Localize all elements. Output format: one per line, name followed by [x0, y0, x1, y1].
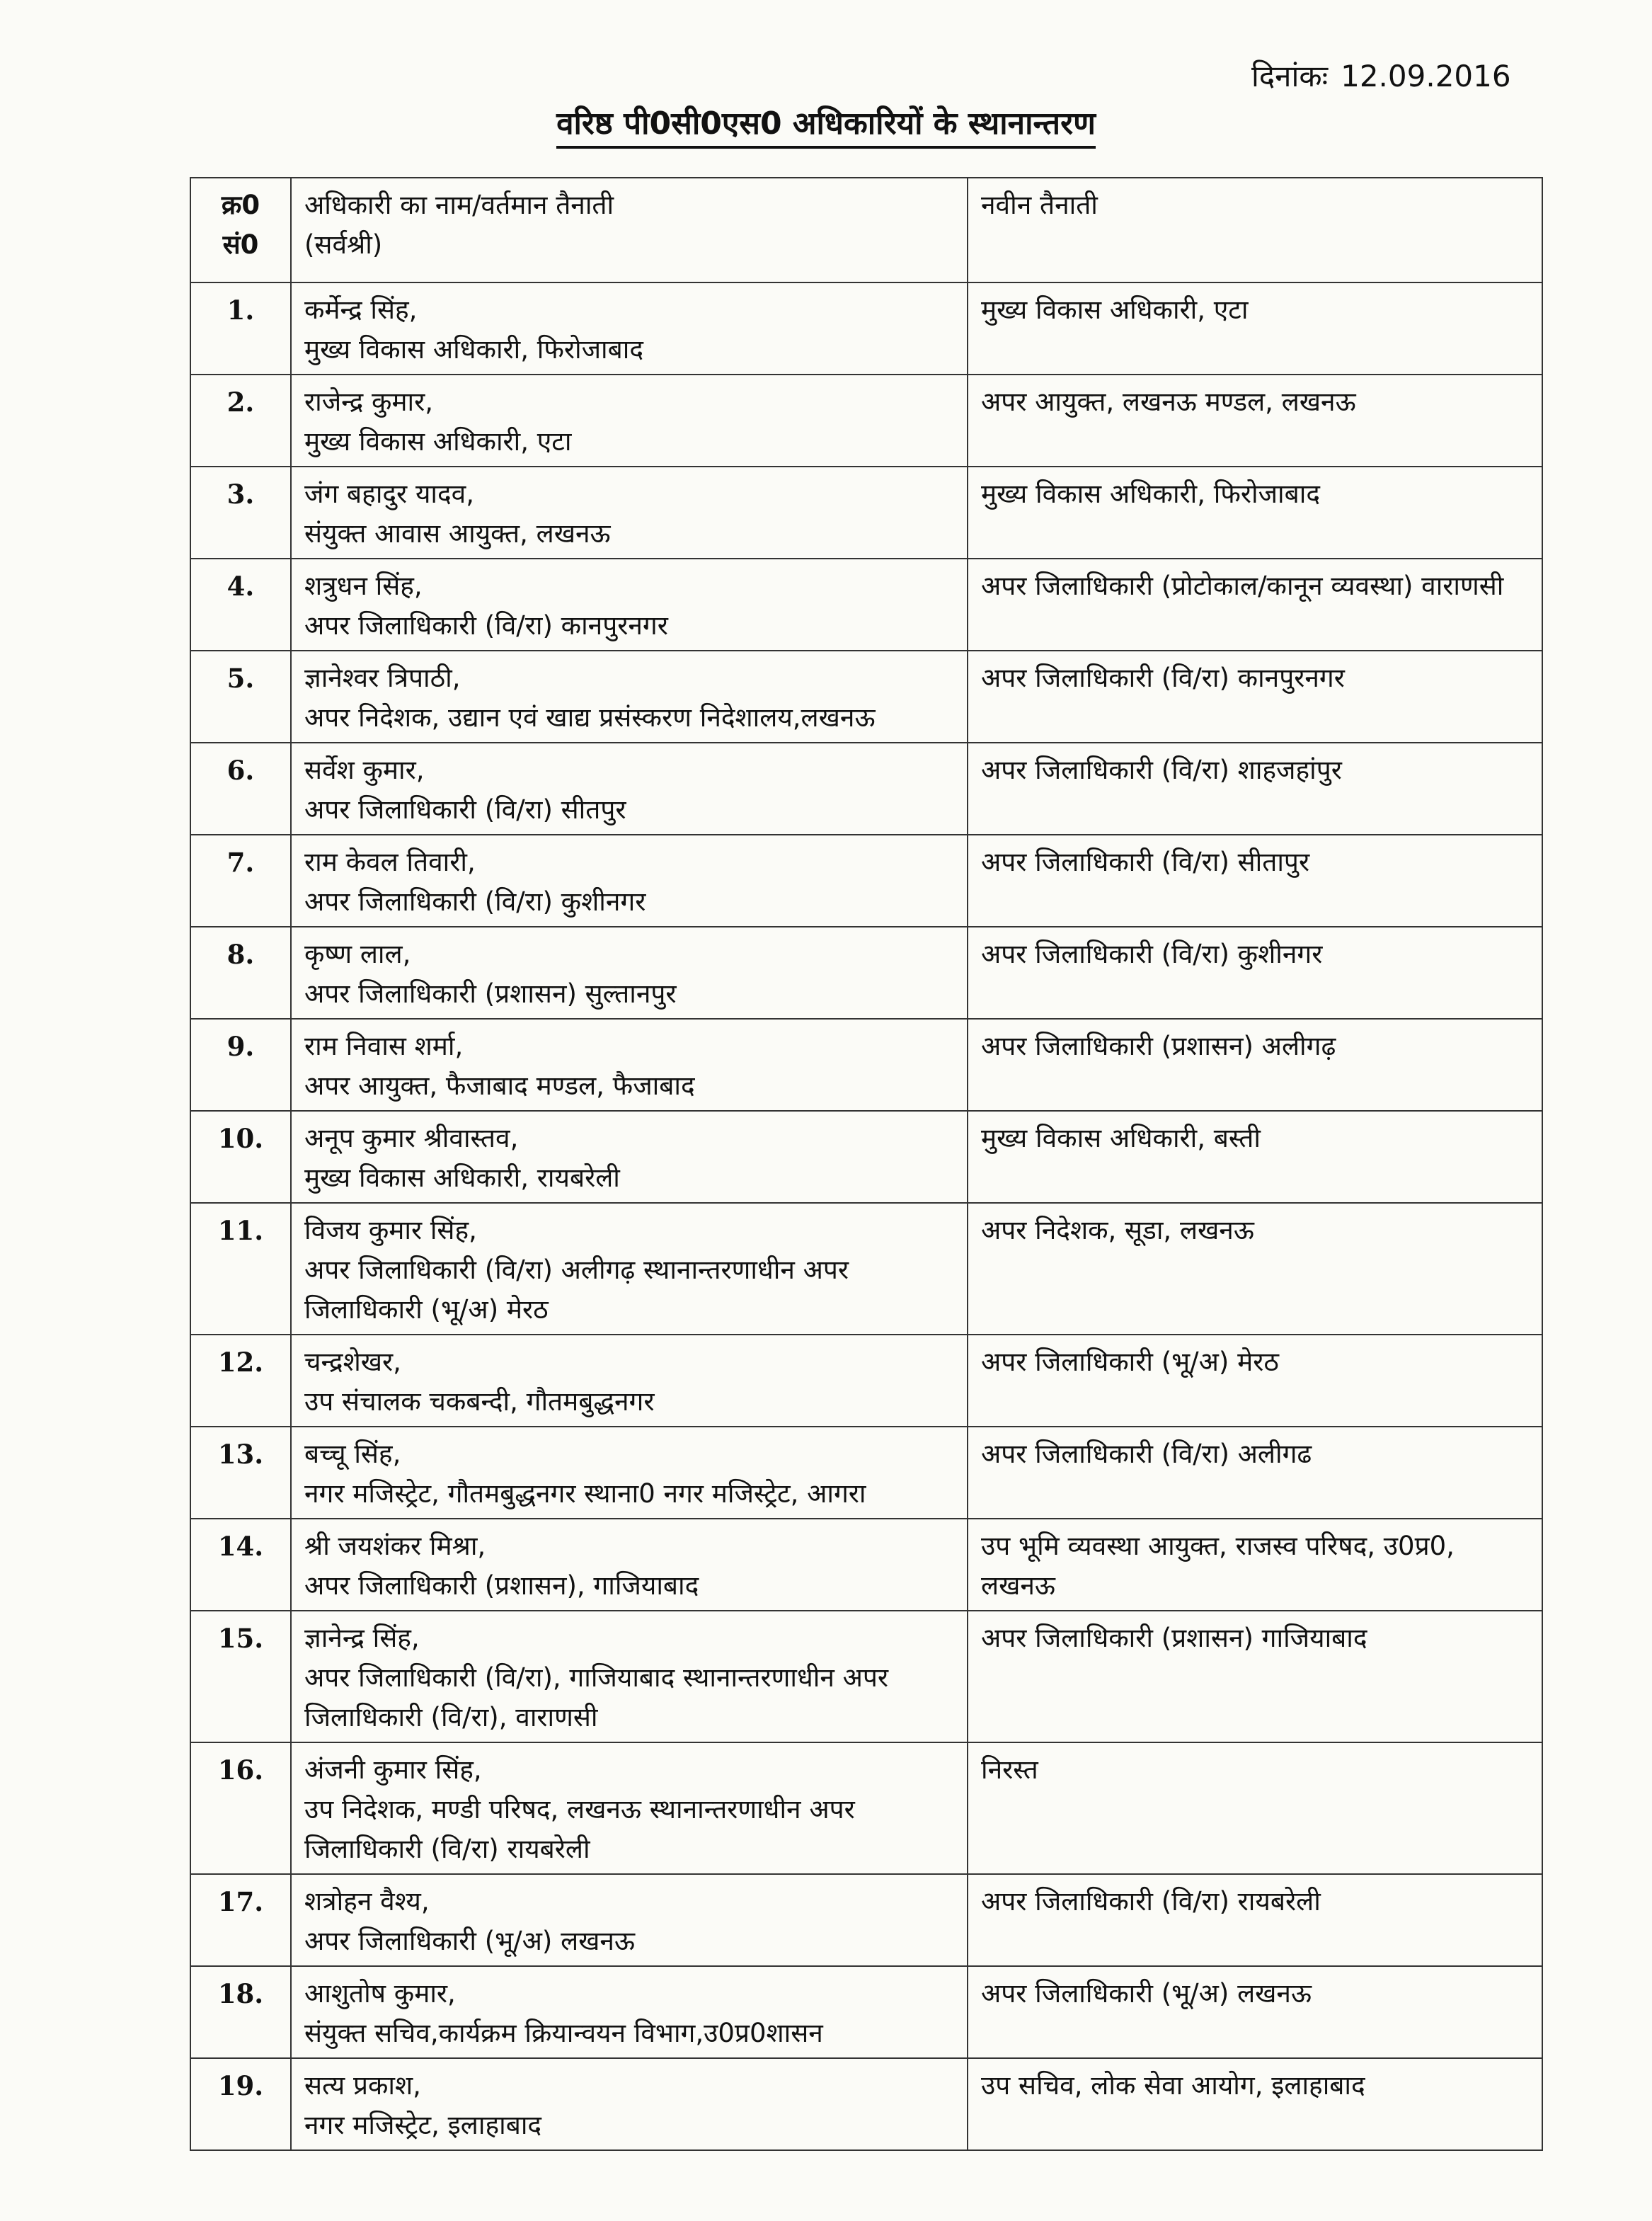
new-posting-line: अपर जिलाधिकारी (वि/रा) कानपुरनगर	[981, 663, 1345, 693]
serial-number: 4.	[226, 571, 255, 602]
officer-name: ज्ञानेश्वर त्रिपाठी,	[304, 663, 461, 693]
current-posting-line: अपर जिलाधिकारी (प्रशासन), गाजियाबाद	[304, 1570, 699, 1601]
table-row	[190, 1111, 1542, 1203]
officer-name: सर्वेश कुमार,	[304, 755, 425, 785]
officer-name: शत्रुधन सिंह,	[304, 571, 423, 601]
current-posting-line: जिलाधिकारी (भू/अ) मेरठ	[304, 1294, 549, 1325]
serial-number-cell	[190, 927, 291, 1019]
serial-number: 16.	[217, 1754, 264, 1786]
table-row	[190, 1742, 1542, 1874]
current-posting-line: अपर जिलाधिकारी (वि/रा), गाजियाबाद स्थानान्तरणाधीन अपर	[304, 1662, 889, 1693]
new-posting-cell	[968, 927, 1542, 1019]
current-posting-line: अपर निदेशक, उद्यान एवं खाद्य प्रसंस्करण निदेशालय,लखनऊ	[304, 702, 876, 733]
new-posting-line: मुख्य विकास अधिकारी, फिरोजाबाद	[981, 479, 1320, 509]
table-row	[190, 467, 1542, 559]
serial-number-cell	[190, 1742, 291, 1874]
new-posting-cell	[968, 282, 1542, 375]
current-posting-cell	[291, 559, 968, 651]
new-posting-cell	[968, 1019, 1542, 1111]
current-posting-line: अपर जिलाधिकारी (वि/रा) सीतपुर	[304, 794, 626, 825]
new-posting-line: अपर जिलाधिकारी (वि/रा) कुशीनगर	[981, 939, 1323, 969]
table-row	[190, 1874, 1542, 1966]
serial-number: 19.	[217, 2070, 264, 2101]
new-posting-cell	[968, 1874, 1542, 1966]
current-posting-cell	[291, 743, 968, 835]
new-posting-cell	[968, 559, 1542, 651]
serial-number-cell	[190, 2058, 291, 2150]
serial-number-cell	[190, 1019, 291, 1111]
current-posting-line: नगर मजिस्ट्रेट, गौतमबुद्धनगर स्थाना0 नगर मजिस्ट्रेट, आगरा	[304, 1478, 866, 1509]
officer-name: सत्य प्रकाश,	[304, 2070, 421, 2101]
new-posting-cell	[968, 2058, 1542, 2150]
officer-name: बच्चू सिंह,	[304, 1439, 401, 1469]
serial-number: 15.	[217, 1623, 264, 1654]
new-posting-cell	[968, 375, 1542, 467]
serial-number-cell	[190, 467, 291, 559]
transfer-table	[190, 177, 1543, 2151]
document-title: वरिष्ठ पी0सी0एस0 अधिकारियों के स्थानान्तरण	[556, 105, 1096, 149]
serial-number: 9.	[226, 1031, 255, 1062]
table-row	[190, 743, 1542, 835]
new-posting-line: अपर जिलाधिकारी (भू/अ) लखनऊ	[981, 1978, 1312, 2009]
current-posting-line: अपर जिलाधिकारी (वि/रा) कुशीनगर	[304, 886, 646, 917]
header-current-posting	[291, 178, 968, 282]
table-row	[190, 651, 1542, 743]
header-serial-line: सं0	[222, 229, 259, 260]
table-row	[190, 1611, 1542, 1742]
current-posting-line: संयुक्त सचिव,कार्यक्रम क्रियान्वयन विभाग,उ0प्र0शासन	[304, 2018, 823, 2048]
new-posting-cell	[968, 1966, 1542, 2058]
new-posting-cell	[968, 1427, 1542, 1519]
new-posting-cell	[968, 467, 1542, 559]
date-label: दिनांकः	[1251, 59, 1329, 93]
table-header-row	[190, 178, 1542, 282]
current-posting-line: अपर जिलाधिकारी (प्रशासन) सुल्तानपुर	[304, 978, 677, 1009]
current-posting-line: नगर मजिस्ट्रेट, इलाहाबाद	[304, 2110, 542, 2140]
table-row	[190, 1427, 1542, 1519]
current-posting-cell	[291, 1742, 968, 1874]
serial-number: 3.	[226, 479, 255, 510]
table-row	[190, 375, 1542, 467]
date-value: 12.09.2016	[1341, 59, 1511, 93]
table-row	[190, 927, 1542, 1019]
table-row	[190, 1966, 1542, 2058]
serial-number-cell	[190, 1966, 291, 2058]
new-posting-line: अपर निदेशक, सूडा, लखनऊ	[981, 1215, 1254, 1245]
officer-name: जंग बहादुर यादव,	[304, 479, 474, 509]
current-posting-cell	[291, 1874, 968, 1966]
new-posting-cell	[968, 743, 1542, 835]
new-posting-cell	[968, 1335, 1542, 1427]
new-posting-line: अपर जिलाधिकारी (वि/रा) सीतापुर	[981, 847, 1310, 877]
current-posting-cell	[291, 1611, 968, 1742]
serial-number-cell	[190, 1874, 291, 1966]
serial-number-cell	[190, 743, 291, 835]
new-posting-line: अपर जिलाधिकारी (वि/रा) रायबरेली	[981, 1886, 1321, 1917]
header-serial-line: क्र0	[221, 190, 260, 220]
current-posting-cell	[291, 835, 968, 927]
current-posting-cell	[291, 1111, 968, 1203]
current-posting-line: मुख्य विकास अधिकारी, एटा	[304, 426, 572, 457]
table-row	[190, 1203, 1542, 1335]
serial-number: 6.	[226, 755, 255, 786]
serial-number-cell	[190, 1427, 291, 1519]
new-posting-cell	[968, 651, 1542, 743]
officer-name: आशुतोष कुमार,	[304, 1978, 456, 2009]
officer-name: राम निवास शर्मा,	[304, 1031, 464, 1061]
serial-number-cell	[190, 1335, 291, 1427]
new-posting-line: लखनऊ	[981, 1570, 1055, 1601]
current-posting-cell	[291, 927, 968, 1019]
current-posting-line: जिलाधिकारी (वि/रा), वाराणसी	[304, 1702, 598, 1732]
current-posting-line: अपर जिलाधिकारी (वि/रा) अलीगढ़ स्थानान्तरणाधीन अपर	[304, 1255, 849, 1285]
table-row	[190, 282, 1542, 375]
officer-name: कर्मेन्द्र सिंह,	[304, 295, 418, 325]
serial-number-cell	[190, 559, 291, 651]
serial-number: 17.	[217, 1886, 264, 1917]
current-posting-cell	[291, 651, 968, 743]
current-posting-line: मुख्य विकास अधिकारी, फिरोजाबाद	[304, 334, 643, 365]
new-posting-line: अपर जिलाधिकारी (वि/रा) शाहजहांपुर	[981, 755, 1342, 785]
current-posting-cell	[291, 1427, 968, 1519]
current-posting-line: अपर आयुक्त, फैजाबाद मण्डल, फैजाबाद	[304, 1070, 695, 1101]
document-date	[1251, 55, 1511, 96]
current-posting-cell	[291, 1019, 968, 1111]
serial-number-cell	[190, 1519, 291, 1611]
serial-number: 8.	[226, 939, 255, 970]
serial-number: 11.	[217, 1215, 264, 1246]
serial-number-cell	[190, 375, 291, 467]
table-row	[190, 2058, 1542, 2150]
current-posting-cell	[291, 467, 968, 559]
officer-name: अंजनी कुमार सिंह,	[304, 1754, 482, 1785]
current-posting-line: मुख्य विकास अधिकारी, रायबरेली	[304, 1163, 620, 1193]
new-posting-line: अपर जिलाधिकारी (प्रशासन) अलीगढ़	[981, 1031, 1336, 1061]
current-posting-cell	[291, 1966, 968, 2058]
new-posting-line: मुख्य विकास अधिकारी, बस्ती	[981, 1123, 1261, 1153]
serial-number: 10.	[217, 1123, 264, 1154]
current-posting-line: जिलाधिकारी (वि/रा) रायबरेली	[304, 1834, 590, 1864]
serial-number: 2.	[226, 387, 255, 418]
current-posting-cell	[291, 2058, 968, 2150]
table-row	[190, 1519, 1542, 1611]
header-new-line: नवीन तैनाती	[981, 190, 1098, 220]
current-posting-cell	[291, 1203, 968, 1335]
serial-number: 14.	[217, 1531, 264, 1562]
new-posting-line: मुख्य विकास अधिकारी, एटा	[981, 295, 1249, 325]
new-posting-line: अपर जिलाधिकारी (वि/रा) अलीगढ	[981, 1439, 1312, 1469]
new-posting-line: अपर जिलाधिकारी (भू/अ) मेरठ	[981, 1347, 1279, 1377]
table-row	[190, 1019, 1542, 1111]
serial-number: 18.	[217, 1978, 264, 2009]
officer-name: विजय कुमार सिंह,	[304, 1215, 477, 1245]
new-posting-cell	[968, 1203, 1542, 1335]
table-row	[190, 835, 1542, 927]
current-posting-line: उप संचालक चकबन्दी, गौतमबुद्धनगर	[304, 1386, 655, 1417]
table-row	[190, 559, 1542, 651]
officer-name: राम केवल तिवारी,	[304, 847, 476, 877]
current-posting-cell	[291, 282, 968, 375]
serial-number-cell	[190, 1203, 291, 1335]
transfer-table-body	[190, 178, 1542, 2150]
officer-name: चन्द्रशेखर,	[304, 1347, 401, 1377]
table-row	[190, 1335, 1542, 1427]
header-serial	[190, 178, 291, 282]
header-current-line: अधिकारी का नाम/वर्तमान तैनाती	[304, 190, 614, 220]
officer-name: श्री जयशंकर मिश्रा,	[304, 1531, 486, 1561]
new-posting-line: अपर जिलाधिकारी (प्रशासन) गाजियाबाद	[981, 1623, 1367, 1653]
current-posting-cell	[291, 375, 968, 467]
new-posting-cell	[968, 1519, 1542, 1611]
new-posting-line: अपर जिलाधिकारी (प्रोटोकाल/कानून व्यवस्था) वाराणसी	[981, 571, 1504, 601]
new-posting-line: अपर आयुक्त, लखनऊ मण्डल, लखनऊ	[981, 387, 1356, 417]
officer-name: राजेन्द्र कुमार,	[304, 387, 434, 417]
serial-number: 13.	[217, 1439, 264, 1470]
new-posting-line: निरस्त	[981, 1754, 1038, 1785]
current-posting-cell	[291, 1335, 968, 1427]
new-posting-cell	[968, 835, 1542, 927]
officer-name: अनूप कुमार श्रीवास्तव,	[304, 1123, 519, 1153]
serial-number-cell	[190, 651, 291, 743]
current-posting-line: संयुक्त आवास आयुक्त, लखनऊ	[304, 518, 611, 549]
serial-number-cell	[190, 282, 291, 375]
document-title-container	[0, 101, 1652, 143]
current-posting-line: अपर जिलाधिकारी (वि/रा) कानपुरनगर	[304, 610, 668, 641]
new-posting-line: उप भूमि व्यवस्था आयुक्त, राजस्व परिषद, उ0प्र0,	[981, 1531, 1455, 1561]
new-posting-cell	[968, 1742, 1542, 1874]
new-posting-cell	[968, 1111, 1542, 1203]
current-posting-cell	[291, 1519, 968, 1611]
current-posting-line: उप निदेशक, मण्डी परिषद, लखनऊ स्थानान्तरणाधीन अपर	[304, 1794, 855, 1825]
serial-number: 12.	[217, 1347, 264, 1378]
serial-number: 5.	[226, 663, 255, 694]
current-posting-line: अपर जिलाधिकारी (भू/अ) लखनऊ	[304, 1926, 636, 1956]
new-posting-line: उप सचिव, लोक सेवा आयोग, इलाहाबाद	[981, 2070, 1365, 2101]
serial-number-cell	[190, 835, 291, 927]
header-new-posting	[968, 178, 1542, 282]
officer-name: ज्ञानेन्द्र सिंह,	[304, 1623, 420, 1653]
serial-number: 7.	[226, 847, 255, 878]
officer-name: कृष्ण लाल,	[304, 939, 411, 969]
serial-number-cell	[190, 1111, 291, 1203]
serial-number: 1.	[226, 295, 255, 326]
officer-name: शत्रोहन वैश्य,	[304, 1886, 430, 1917]
header-current-line: (सर्वश्री)	[304, 229, 383, 260]
new-posting-cell	[968, 1611, 1542, 1742]
serial-number-cell	[190, 1611, 291, 1742]
